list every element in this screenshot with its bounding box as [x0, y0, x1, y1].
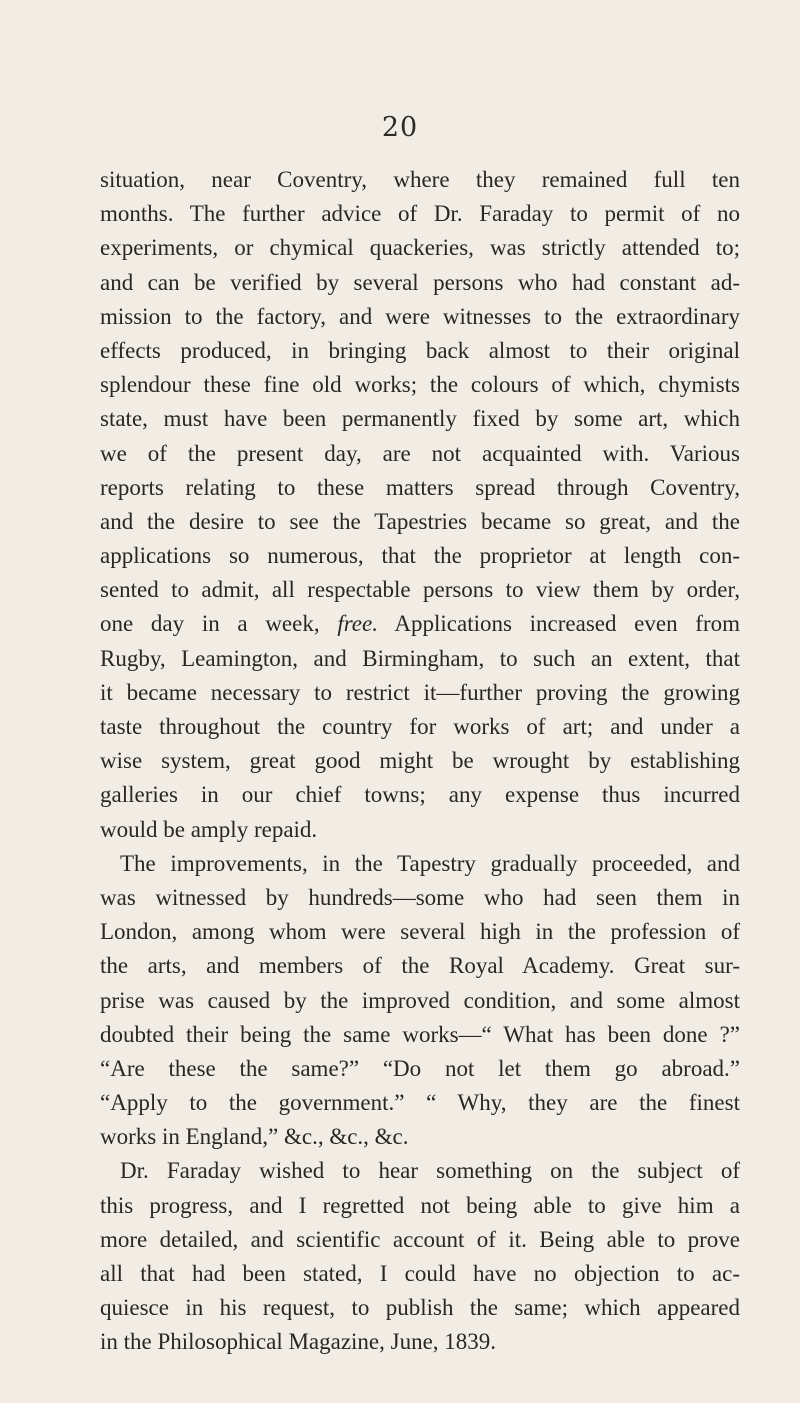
text-line: doubted their being the same works—“ What has been done ?” [100, 1021, 740, 1047]
text-line: and can be verified by several persons who had constant ad- [100, 269, 740, 295]
text-segment: Applications increased even from [377, 611, 741, 637]
text-line: experiments, or chymical quackeries, was strictly attended to; [100, 235, 740, 261]
text-line: in the Philosophical Magazine, June, 1839. [100, 1329, 497, 1355]
text-line-with-italic [100, 607, 740, 641]
text-line: effects produced, in bringing back almost to their original [100, 337, 740, 363]
text-line: all that had been stated, I could have no objection to ac- [100, 1261, 740, 1286]
text-line: situation, near Coventry, where they remained full ten [100, 167, 740, 192]
paragraph-1 [100, 163, 740, 847]
page-number: 20 [381, 112, 419, 143]
body-text [100, 163, 740, 1360]
text-line: it became necessary to restrict it—further proving the growing [100, 679, 740, 705]
text-line: this progress, and I regretted not being able to give him a [100, 1192, 740, 1218]
text-line: works in England,” &c., &c., &c. [100, 1124, 409, 1150]
text-line: would be amply repaid. [100, 816, 318, 842]
text-line: applications so numerous, that the proprietor at length con- [100, 543, 740, 569]
paragraph-2 [100, 847, 740, 1155]
text-line: prise was caused by the improved condition, and some almost [100, 987, 740, 1013]
text-line: Rugby, Leamington, and Birmingham, to such an extent, that [100, 645, 740, 671]
text-line: the arts, and members of the Royal Academy. Great sur- [100, 953, 740, 979]
text-line: we of the present day, are not acquainted with. Various [100, 440, 740, 466]
text-line: London, among whom were several high in the profession of [100, 919, 740, 945]
text-line: sented to admit, all respectable persons to view them by order, [100, 577, 740, 603]
text-line: and the desire to see the Tapestries became so great, and the [100, 508, 740, 534]
text-line: The improvements, in the Tapestry gradually proceeded, and [120, 850, 740, 876]
text-line: more detailed, and scientific account of it. Being able to prove [100, 1226, 740, 1252]
text-line: quiesce in his request, to publish the same; which appeared [100, 1295, 740, 1321]
text-line: Dr. Faraday wished to hear something on the subject of [120, 1158, 740, 1184]
text-line: mission to the factory, and were witnesses to the extraordinary [100, 303, 740, 329]
text-line: reports relating to these matters spread through Coventry, [100, 474, 740, 500]
text-line: taste throughout the country for works of art; and under a [100, 714, 740, 739]
text-line: state, must have been permanently fixed by some art, which [100, 406, 740, 432]
text-line: “Apply to the government.” “ Why, they are the finest [100, 1090, 740, 1116]
text-line: “Are these the same?” “Do not let them go abroad.” [100, 1055, 740, 1081]
text-line: was witnessed by hundreds—some who had seen them in [100, 884, 740, 910]
text-line: months. The further advice of Dr. Faraday to permit of no [100, 201, 740, 227]
text-line: wise system, great good might be wrought by establishing [100, 748, 740, 774]
text-line: splendour these fine old works; the colours of which, chymists [100, 372, 740, 398]
text-segment: one day in a week, [100, 611, 338, 637]
text-line: galleries in our chief towns; any expense thus incurred [100, 782, 740, 808]
italic-word: free. [337, 611, 378, 637]
paragraph-3 [100, 1154, 740, 1359]
